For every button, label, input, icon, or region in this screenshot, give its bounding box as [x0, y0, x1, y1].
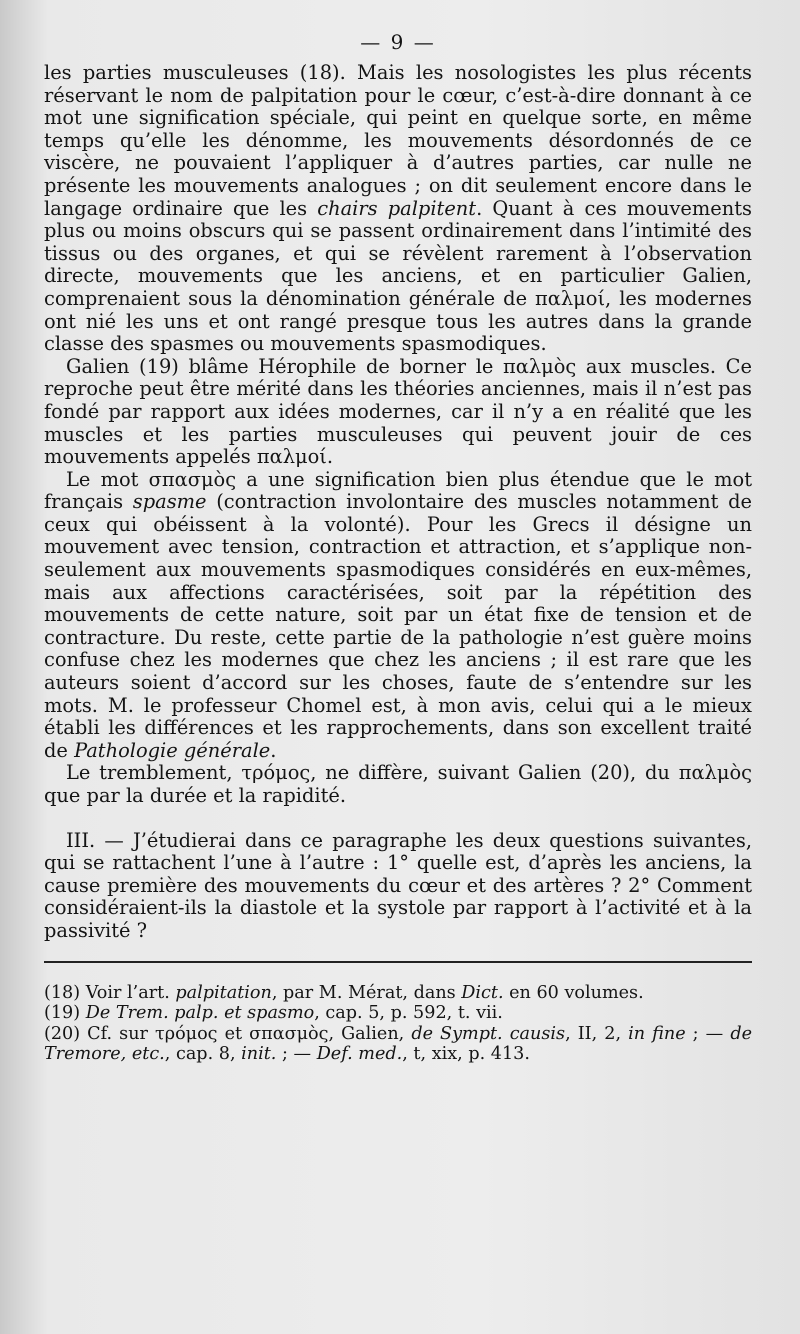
text-run: Le tremblement, τρόμος, ne diffère, suivant Galien (20), du παλμὸς que par la durée et la rapidité. [44, 761, 752, 807]
paragraph-3 [44, 469, 752, 763]
italic-text: palpitation [175, 982, 272, 1003]
body-text [44, 62, 752, 943]
paragraph-5 [44, 830, 752, 943]
footnote-19 [44, 1003, 752, 1024]
text-run: , cap. 8, [164, 1044, 242, 1065]
footnote-separator [44, 961, 752, 963]
page-number: — 9 — [360, 30, 436, 54]
text-run: Le mot σπασμὸς a une signification bien plus étendue que le mot français [44, 467, 752, 514]
italic-text: spasme [132, 490, 207, 514]
text-run: . [270, 738, 277, 762]
italic-text: De Trem. palp. et spasmo [85, 1003, 315, 1024]
text-run: les parties musculeuses (18). Mais les nosologistes les plus récents réservant le nom de palpitation pour le cœur, c’est-à-dire donnant à ce mot une signification spéciale, qui peint en quelque sorte, en même temps qu’elle les dénomme, les mouvements désordonnés de ce viscère, ne pouvaient l’appliquer à d’autres parties, car nulle ne présente les mouvements analogues ; on dit seulement encore dans le langage ordinaire que les [44, 61, 752, 220]
paragraph-1 [44, 62, 752, 356]
text-run: ; — [276, 1044, 317, 1065]
italic-text: Dict. [461, 982, 504, 1003]
paragraph-4 [44, 762, 752, 807]
text-run: (20) Cf. sur τρόμος et σπασμὸς, Galien, [44, 1023, 412, 1044]
italic-text: de Tremore, etc. [44, 1023, 752, 1065]
text-run: , cap. 5, p. 592, t. vii. [314, 1003, 503, 1024]
text-run: . Quant à ces mouvements plus ou moins obscurs qui se passent ordinairement dans l’intimité des tissus ou des organes, et qui se révèlent rarement à l’observation directe, mouvements que les anciens, et en particulier Galien, comprenaient sous la dénomination générale de παλμοί, les modernes ont nié les uns et ont rangé presque tous les autres dans la grande classe des spasmes ou mouvements spasmodiques. [44, 196, 752, 356]
italic-text: Def. med. [316, 1044, 403, 1065]
text-run: III. — J’étudierai dans ce paragraphe les deux questions suivantes, qui se rattachent l’une à l’autre : 1° quelle est, d’après les anciens, la cause première des mouvements du cœur et des artères ? 2° Comment considéraient-ils la diastole et la systole par rapport à l’activité et à la passivité ? [44, 828, 752, 942]
italic-text: Pathologie générale [74, 738, 271, 762]
text-run: en 60 volumes. [503, 982, 644, 1003]
text-run: (19) [44, 1003, 86, 1024]
footnotes [44, 983, 752, 1065]
italic-text: chairs palpitent [317, 196, 477, 220]
text-run: , t, xix, p. 413. [402, 1044, 530, 1065]
italic-text: de Sympt. causis [411, 1023, 566, 1044]
footnote-20 [44, 1024, 752, 1065]
text-run: ; — [685, 1023, 731, 1044]
text-run: (contraction involontaire des muscles notamment de ceux qui obéissent à la volonté). Pour les Grecs il désigne un mouvement avec tension, contraction et attraction, et s’applique non-seulement aux mouvements spasmodiques considérés en eux-mêmes, mais aux affections caractérisées, soit par la répétition des mouvements de cette nature, soit par un état fixe de tension et de contracture. Du reste, cette partie de la pathologie n’est guère moins confuse chez les modernes que chez les anciens ; il est rare que les auteurs soient d’accord sur les choses, faute de s’entendre sur les mots. M. le professeur Chomel est, à mon avis, celui qui a le mieux établi les différences et les rapprochements, dans son excellent traité de [44, 490, 752, 762]
text-run: (18) Voir l’art. [44, 982, 176, 1003]
italic-text: in fine [628, 1023, 686, 1044]
text-run: , par M. Mérat, dans [271, 982, 462, 1003]
italic-text: init. [241, 1044, 277, 1065]
paragraph-2 [44, 356, 752, 469]
text-run: , II, 2, [565, 1023, 629, 1044]
text-run: Galien (19) blâme Hérophile de borner le παλμὸς aux muscles. Ce reproche peut être mérité dans les théories anciennes, mais il n’est pas fondé par rapport aux idées modernes, car il n’y a en réalité que les muscles et les parties musculeuses qui peuvent jouir de ces mouvements appelés παλμοί. [44, 354, 752, 469]
footnote-18 [44, 983, 752, 1004]
